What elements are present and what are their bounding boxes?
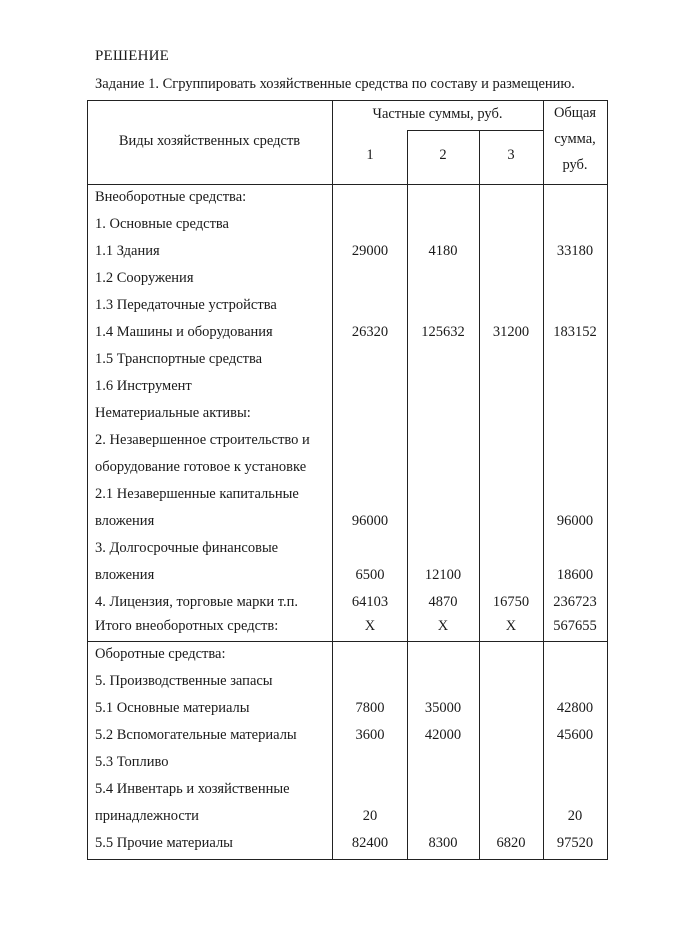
row-label: 1. Основные средства bbox=[95, 216, 229, 232]
value-total: 45600 bbox=[556, 727, 594, 743]
table-row bbox=[87, 428, 608, 455]
row-label: 2.1 Незавершенные капитальные bbox=[95, 486, 299, 502]
row-label: 1.6 Инструмент bbox=[95, 378, 192, 394]
row-label: 1.1 Здания bbox=[95, 243, 160, 259]
table-row bbox=[87, 723, 608, 750]
value-col-1: 82400 bbox=[351, 835, 389, 851]
value-col-3: 31200 bbox=[492, 324, 530, 340]
value-col-3: 6820 bbox=[496, 835, 526, 851]
header-subdivider bbox=[407, 130, 544, 131]
value-col-2: 4870 bbox=[428, 594, 458, 610]
table-row bbox=[87, 642, 608, 669]
value-col-1: X bbox=[364, 618, 376, 634]
table-row bbox=[87, 804, 608, 831]
table-row bbox=[87, 536, 608, 563]
row-label: 2. Незавершенное строительство и bbox=[95, 432, 310, 448]
header-partial-sums: Частные суммы, руб. bbox=[372, 106, 503, 122]
value-total: 567655 bbox=[553, 618, 597, 634]
row-label: принадлежности bbox=[95, 808, 199, 824]
value-col-2: 12100 bbox=[424, 567, 462, 583]
table-row bbox=[87, 293, 608, 320]
row-label: Нематериальные активы: bbox=[95, 405, 251, 421]
value-col-1: 7800 bbox=[355, 700, 385, 716]
row-label: 1.4 Машины и оборудования bbox=[95, 324, 273, 340]
row-label: 5.5 Прочие материалы bbox=[95, 835, 233, 851]
value-col-3: 16750 bbox=[492, 594, 530, 610]
row-label: вложения bbox=[95, 513, 155, 529]
value-col-3: X bbox=[505, 618, 517, 634]
value-col-1: 3600 bbox=[355, 727, 385, 743]
table-row bbox=[87, 266, 608, 293]
row-label: оборудование готовое к установке bbox=[95, 459, 307, 475]
table-row bbox=[87, 696, 608, 723]
value-total: 18600 bbox=[556, 567, 594, 583]
row-label: 3. Долгосрочные финансовые bbox=[95, 540, 279, 556]
value-col-1: 20 bbox=[362, 808, 378, 824]
value-col-2: 125632 bbox=[421, 324, 465, 340]
value-col-2: 8300 bbox=[428, 835, 458, 851]
row-label: Итого внеоборотных средств: bbox=[95, 618, 279, 634]
header-types: Виды хозяйственных средств bbox=[118, 133, 301, 149]
table-bottom-border bbox=[87, 859, 608, 860]
header-col-1: 1 bbox=[366, 147, 374, 163]
table-row bbox=[87, 185, 608, 212]
table-row bbox=[87, 374, 608, 401]
value-total: 236723 bbox=[553, 594, 597, 610]
row-label: Внеоборотные средства: bbox=[95, 189, 247, 205]
table-row bbox=[87, 320, 608, 347]
value-col-1: 29000 bbox=[351, 243, 389, 259]
value-col-1: 96000 bbox=[351, 513, 389, 529]
task-statement: Задание 1. Сгруппировать хозяйственные средства по составу и размещению. bbox=[95, 76, 575, 92]
value-col-2: 42000 bbox=[424, 727, 462, 743]
header-total-line-2: сумма, bbox=[554, 131, 596, 147]
header-col-2: 2 bbox=[439, 147, 447, 163]
value-col-2: 4180 bbox=[428, 243, 458, 259]
row-label: 5. Производственные запасы bbox=[95, 673, 273, 689]
table-row bbox=[87, 669, 608, 696]
row-label: вложения bbox=[95, 567, 155, 583]
table-row bbox=[87, 401, 608, 428]
row-label: 1.2 Сооружения bbox=[95, 270, 194, 286]
table-row bbox=[87, 239, 608, 266]
value-total: 20 bbox=[567, 808, 583, 824]
table-row bbox=[87, 831, 608, 858]
row-label: 1.5 Транспортные средства bbox=[95, 351, 263, 367]
row-label: 5.2 Вспомогательные материалы bbox=[95, 727, 297, 743]
assets-table bbox=[87, 100, 608, 860]
page-heading: РЕШЕНИЕ bbox=[95, 48, 170, 64]
value-col-1: 26320 bbox=[351, 324, 389, 340]
value-total: 97520 bbox=[556, 835, 594, 851]
table-row-subtotal bbox=[87, 614, 608, 641]
table-row bbox=[87, 482, 608, 509]
value-col-2: X bbox=[437, 618, 449, 634]
value-total: 183152 bbox=[553, 324, 597, 340]
table-row bbox=[87, 777, 608, 804]
row-label: 5.1 Основные материалы bbox=[95, 700, 250, 716]
table-row bbox=[87, 347, 608, 374]
value-col-2: 35000 bbox=[424, 700, 462, 716]
row-label: 1.3 Передаточные устройства bbox=[95, 297, 277, 313]
header-col-3: 3 bbox=[507, 147, 515, 163]
value-total: 33180 bbox=[556, 243, 594, 259]
table-row bbox=[87, 212, 608, 239]
table-row bbox=[87, 750, 608, 777]
row-label: 5.3 Топливо bbox=[95, 754, 169, 770]
header-total-line-1: Общая bbox=[553, 105, 597, 121]
value-col-1: 6500 bbox=[355, 567, 385, 583]
table-row bbox=[87, 563, 608, 590]
row-label: 5.4 Инвентарь и хозяйственные bbox=[95, 781, 290, 797]
table-row bbox=[87, 509, 608, 536]
value-total: 42800 bbox=[556, 700, 594, 716]
value-total: 96000 bbox=[556, 513, 594, 529]
row-label: 4. Лицензия, торговые марки т.п. bbox=[95, 594, 299, 610]
header-total-line-3: руб. bbox=[562, 157, 588, 173]
value-col-1: 64103 bbox=[351, 594, 389, 610]
row-label: Оборотные средства: bbox=[95, 646, 226, 662]
table-row bbox=[87, 590, 608, 617]
header-total bbox=[543, 100, 607, 178]
table-row bbox=[87, 455, 608, 482]
